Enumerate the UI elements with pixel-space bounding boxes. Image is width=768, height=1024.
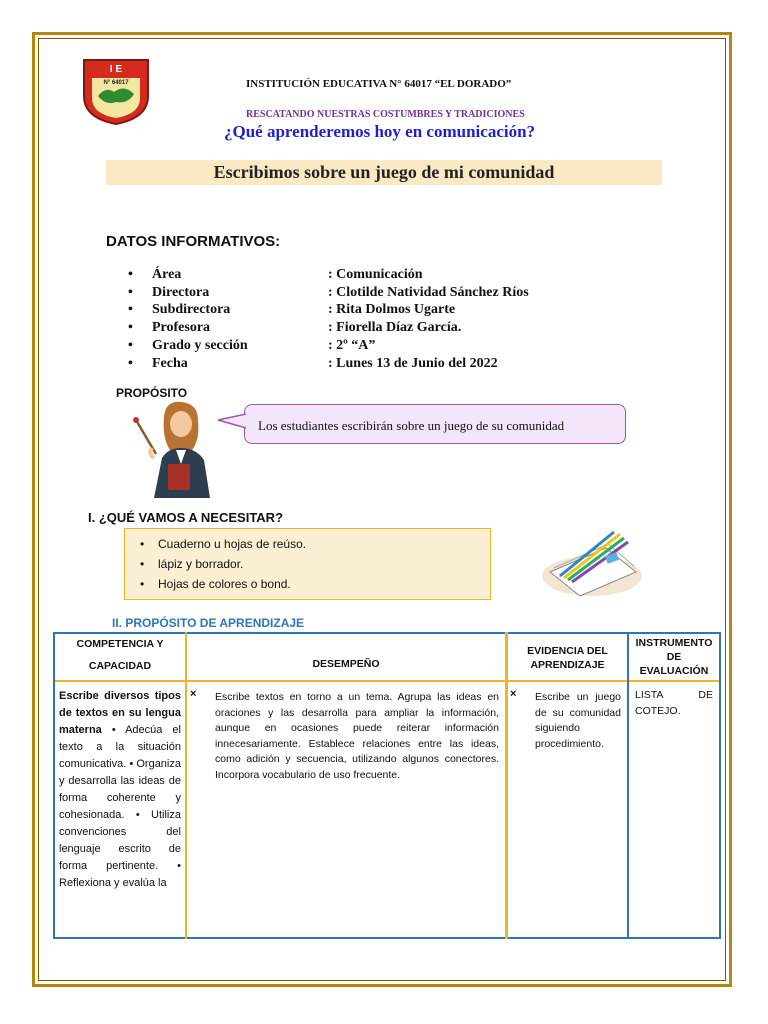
table-col-divider <box>505 632 508 939</box>
logo-letters: I E <box>109 64 123 75</box>
datos-value: : Rita Dolmos Ugarte <box>328 302 456 318</box>
proposito-label: PROPÓSITO <box>116 386 188 400</box>
datos-value: : Lunes 13 de Junio del 2022 <box>328 355 498 371</box>
datos-label: Grado y sección <box>152 338 248 354</box>
header-competencia: COMPETENCIA Y CAPACIDAD <box>76 638 164 672</box>
instrumento-text: LISTA DE COTEJO. <box>635 689 713 717</box>
datos-row: • Directora : Clotilde Natividad Sánchez Ríos <box>128 284 529 300</box>
learning-table <box>53 632 721 942</box>
datos-label: Área <box>152 266 182 282</box>
evidencia-text: Escribe un juego de su comunidad siguiendo procedimiento. <box>535 691 621 750</box>
table-border-bottom <box>53 937 721 939</box>
datos-value: : Comunicación <box>328 266 423 282</box>
table-border-top <box>53 632 721 634</box>
necesitar-heading: I. ¿QUÉ VAMOS A NECESITAR? <box>88 510 284 525</box>
datos-row: • Subdirectora : Rita Dolmos Ugarte <box>128 302 456 318</box>
table-border-right <box>719 632 721 939</box>
datos-label: Profesora <box>152 320 211 336</box>
material-text: lápiz y borrador. <box>158 557 244 571</box>
datos-label: Fecha <box>152 355 188 371</box>
list-item: • Hojas de colores o bond. <box>140 577 291 591</box>
header-desempeno: DESEMPEÑO <box>312 658 380 670</box>
competencia-cell <box>59 688 181 892</box>
desempeno-text: Escribe textos en torno a un tema. Agrupa las ideas en oraciones y las desarrolla para ampliar la información, aunque en ocasiones puede reiterar información innecesariamente. Establece relaciones entre las ideas, como adición y secuencia, utilizando algunos conectores. Incorpora vocabulario de uso frecuente. <box>215 691 499 781</box>
datos-row: • Fecha : Lunes 13 de Junio del 2022 <box>128 355 498 371</box>
lesson-question: ¿Qué aprenderemos hoy en comunicación? <box>224 122 536 141</box>
aprendizaje-heading: II. PROPÓSITO DE APRENDIZAJE <box>112 616 305 630</box>
material-text: Hojas de colores o bond. <box>158 577 291 591</box>
bubble-tail <box>216 412 248 432</box>
school-supplies-illustration <box>536 518 644 600</box>
datos-row: • Área : Comunicación <box>128 266 423 282</box>
datos-value: : Clotilde Natividad Sánchez Ríos <box>328 284 529 300</box>
list-item: • Cuaderno u hojas de reúso. <box>140 537 307 551</box>
competencia-body: • Adecúa el texto a la situación comunicativa. • Organiza y desarrolla las ideas de forma coherente y cohesionada. • Utiliza convenciones del lenguaje escrito de forma pertinente. • Reflexiona y evalúa la <box>59 724 181 889</box>
datos-value: : 2º “A” <box>328 338 376 354</box>
datos-label: Directora <box>152 284 210 300</box>
school-logo <box>80 56 152 126</box>
material-text: Cuaderno u hojas de reúso. <box>158 537 307 551</box>
header-instrumento: INSTRUMENTO DE EVALUACIÓN <box>635 637 713 677</box>
desempeno-mark: × <box>190 688 197 700</box>
datos-label: Subdirectora <box>152 302 231 318</box>
proposito-text: Los estudiantes escribirán sobre un juego de su comunidad <box>258 418 565 433</box>
datos-heading: DATOS INFORMATIVOS: <box>106 233 281 250</box>
page-title: Escribimos sobre un juego de mi comunidad <box>213 162 555 182</box>
table-header-divider <box>53 680 721 682</box>
institution-motto: RESCATANDO NUESTRAS COSTUMBRES Y TRADICIONES <box>246 109 525 120</box>
logo-text: N° 64017 <box>103 80 129 86</box>
table-border-left <box>53 632 55 939</box>
table-col-divider <box>627 632 629 939</box>
teacher-illustration <box>130 398 226 498</box>
datos-list <box>128 266 529 373</box>
datos-row: • Profesora : Fiorella Díaz García. <box>128 320 462 336</box>
competencia-title: Escribe diversos tipos de textos en su lengua materna <box>59 690 181 736</box>
evidencia-mark: × <box>510 688 517 700</box>
header-evidencia: EVIDENCIA DEL APRENDIZAJE <box>527 645 608 671</box>
datos-value: : Fiorella Díaz García. <box>328 320 462 336</box>
table-col-divider <box>185 632 187 939</box>
list-item: • lápiz y borrador. <box>140 557 244 571</box>
datos-row: • Grado y sección : 2º “A” <box>128 338 376 354</box>
institution-name: INSTITUCIÓN EDUCATIVA N° 64017 “EL DORADO” <box>246 78 512 90</box>
materials-list <box>140 534 306 594</box>
